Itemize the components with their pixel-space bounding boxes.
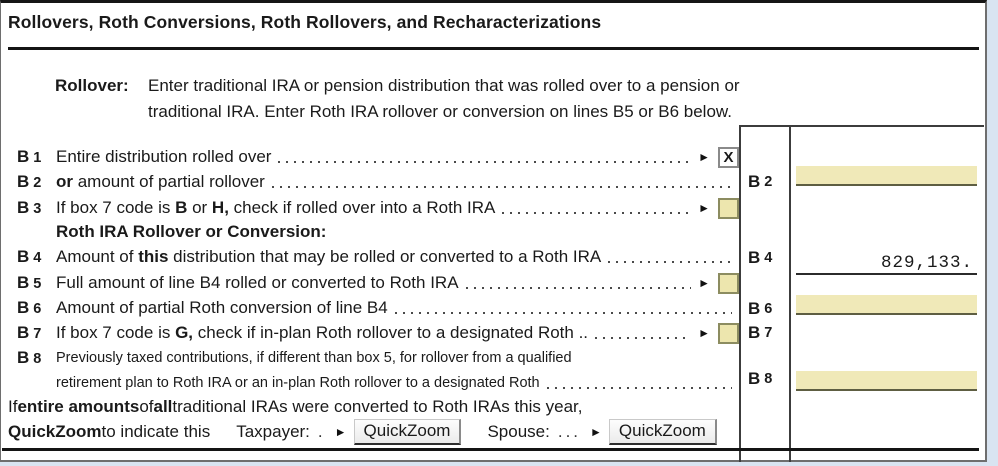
line-label-b1: B 1 [17,147,42,166]
arrow-icon: ► [590,425,602,439]
roth-section-header: Roth IRA Rollover or Conversion: [56,222,327,241]
form-line-b4: B 4 Amount of this distribution that may be rolled or converted to a Roth IRA [17,244,739,270]
column-divider-right [789,125,791,462]
arrow-icon: ► [698,150,710,164]
dotted-leader [595,337,691,339]
line-text-b5: Full amount of line B4 rolled or converted to Roth IRA [56,273,459,292]
title-divider [8,47,979,50]
form-line-b8 [17,345,739,371]
taxpayer-label: Taxpayer: [236,422,310,441]
b8-input-field[interactable] [796,371,977,391]
amount-label-b6: B 6 [748,299,773,318]
dotted-leader [502,212,691,214]
column-top-border [739,125,984,127]
line-text-b2-bold: or [56,172,73,191]
roth-section-header-row [17,219,739,245]
line-label-b3: B 3 [17,198,42,217]
dotted-leader [272,186,732,188]
dotted-leader [278,161,691,163]
dotted-leader [608,261,732,263]
amount-label-b7: B 7 [748,323,773,342]
quickzoom-taxpayer-button[interactable]: QuickZoom [354,419,462,445]
line-text-b6: Amount of partial Roth conversion of line B4 [56,298,388,317]
spouse-leader-dots: ... [557,422,582,441]
line-label-b2: B 2 [17,172,42,191]
form-line-b6 [17,295,739,321]
rollover-instructions-line2: traditional IRA. Enter Roth IRA rollover or conversion on lines B5 or B6 below. [148,102,732,121]
line-text-b1: Entire distribution rolled over [56,147,272,166]
quickzoom-note-bold: QuickZoom [8,422,102,441]
rollover-instructions-line1: Enter traditional IRA or pension distribution that was rolled over to a pension or [148,76,740,95]
line-text-b4: distribution that may be rolled or converted to a Roth IRA [168,247,602,266]
dotted-leader [547,387,732,389]
dotted-leader [466,287,692,289]
arrow-icon: ► [334,425,347,439]
quickzoom-row [8,418,717,446]
amount-label-b4: B 4 [748,248,773,267]
taxpayer-leader-dots: . [317,422,326,441]
b4-amount-field[interactable]: 829,133. [796,251,977,275]
entire-amounts-note-text: traditional IRAs were converted to Roth IRAs this year, [172,397,583,416]
rollover-instructions [55,73,740,125]
form-line-b7: B 7 If box 7 code is G, check if in-plan Roth rollover to a designated Roth .. ► [17,320,739,346]
entire-amounts-note: If entire amounts of all traditional IRAs were converted to Roth IRAs this year, [8,397,583,416]
quickzoom-spouse-button[interactable]: QuickZoom [609,419,717,445]
line-text-b8-2: retirement plan to Roth IRA or an in-plan Roth rollover to a designated Roth [56,375,540,391]
line-label-b8: B 8 [17,348,42,367]
form-line-b3: B 3 If box 7 code is B or H, check if rolled over into a Roth IRA ► [17,195,739,221]
bottom-divider [2,448,979,451]
rollover-instructions-label: Rollover: [55,76,129,95]
form-line-b8-cont [17,370,739,396]
b7-checkbox[interactable] [718,323,739,344]
line-label-b7: B 7 [17,323,42,342]
amount-label-b8: B 8 [748,369,773,388]
line-label-b5: B 5 [17,273,42,292]
form-line-b5 [17,270,739,296]
amount-label-b2: B 2 [748,172,773,191]
b2-input-field[interactable] [796,166,977,186]
arrow-icon: ► [698,276,710,290]
line-label-b4: B 4 [17,247,42,266]
arrow-icon: ► [698,326,710,340]
b6-input-field[interactable] [796,295,977,315]
b1-checkbox[interactable]: X [718,147,739,168]
b3-checkbox[interactable] [718,198,739,219]
line-text-b3: check if rolled over into a Roth IRA [228,198,496,217]
line-text-b2: amount of partial rollover [73,172,265,191]
form-line-b1 [17,144,739,170]
spouse-label: Spouse: [487,422,550,441]
arrow-icon: ► [698,201,710,215]
section-title: Rollovers, Roth Conversions, Roth Rollovers, and Recharacterizations [8,12,602,32]
quickzoom-note-text: to indicate this [101,422,211,441]
column-divider-left [739,125,741,462]
dotted-leader [395,312,732,314]
b5-checkbox[interactable] [718,273,739,294]
line-label-b6: B 6 [17,298,42,317]
line-text-b7: check if in-plan Roth rollover to a designated Roth .. [193,323,589,342]
form-line-b2 [17,169,739,195]
line-text-b8-1: Previously taxed contributions, if different than box 5, for rollover from a qualified [56,350,572,366]
